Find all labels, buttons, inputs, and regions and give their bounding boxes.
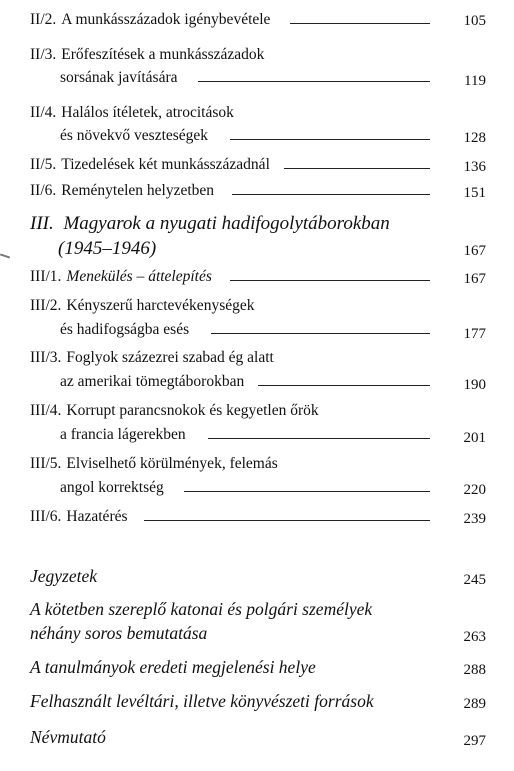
toc-page-number: 289 [463,696,486,712]
toc-entry-code: II/3. [30,46,57,63]
back-matter-notes [30,566,97,587]
dot-leader [208,438,430,439]
toc-page-number: 119 [464,73,486,89]
toc-entry-iii-5-cont [60,479,440,497]
toc-page-number: 151 [463,185,486,201]
toc-entry-code: III/6. [30,508,62,525]
dot-leader [144,520,430,521]
toc-entry-title: Elviselhető körülmények, felemás [66,455,278,472]
back-matter-original-publication [30,657,316,678]
dot-leader [258,385,430,386]
toc-entry-iii-4 [30,402,500,420]
dot-leader [184,491,430,492]
back-matter-title: A tanulmányok eredeti megjelenési helye [30,657,316,677]
back-matter-title: Felhasznált levéltári, illetve könyvészeti források [30,691,374,711]
dot-leader [211,333,430,334]
dot-leader [290,23,430,24]
back-matter-persons [30,599,372,620]
toc-entry-title-cont: és hadifogságba esés [60,321,190,338]
toc-entry-title: Hazatérés [66,508,128,525]
toc-entry-code: II/6. [30,182,57,199]
toc-entry-title: Tizedelések két munkásszázadnál [61,156,270,173]
toc-entry-title-cont: az amerikai tömegtáborokban [60,373,245,390]
toc-entry-title: Reménytelen helyzetben [61,182,215,199]
dot-leader [198,81,431,82]
back-matter-title: A kötetben szereplő katonai és polgári személyek [30,599,373,619]
toc-entry-title-cont: sorsának javítására [60,69,178,86]
toc-entry-iii-5 [30,455,470,473]
toc-entry-title: Foglyok százezrei szabad ég alatt [66,349,274,366]
toc-entry-code: II/5. [30,156,57,173]
toc-entry-iii-2-cont [60,321,440,339]
dot-leader [230,139,430,140]
toc-page-number: 128 [463,130,486,146]
chapter-title: Magyarok a nyugati hadifogolytáborokban [63,213,390,234]
toc-entry-code: III/1. [30,268,62,285]
chapter-subtitle: (1945–1946) [58,238,157,259]
toc-entry-ii-4-cont [60,127,440,145]
toc-page-number: 263 [463,629,486,645]
dot-leader [230,280,430,281]
toc-page-number: 220 [463,482,486,498]
toc-entry-code: II/4. [30,104,57,121]
toc-entry-ii-4 [30,104,470,122]
chapter-heading-cont [58,238,156,260]
toc-entry-title-cont: és növekvő veszteségek [60,127,209,144]
toc-entry-code: III/4. [30,402,62,419]
toc-entry-iii-4-cont [60,426,440,444]
toc-page-number: 288 [463,662,486,678]
dot-leader [232,194,430,195]
toc-entry-iii-3 [30,349,470,367]
toc-page-number: 167 [463,243,486,259]
toc-page-number: 190 [463,377,486,393]
toc-page-number: 297 [463,733,486,749]
toc-entry-ii-3-cont [60,69,440,87]
chapter-numeral: III. [30,213,54,234]
toc-entry-code: III/3. [30,349,62,366]
toc-page-number: 177 [463,326,486,342]
chapter-heading [30,213,390,235]
toc-entry-ii-5 [30,156,440,174]
toc-entry-iii-3-cont [60,373,440,391]
toc-entry-iii-2 [30,297,470,315]
stray-mark [0,254,10,259]
toc-page-number: 167 [463,271,486,287]
back-matter-persons-cont [30,623,207,644]
toc-entry-title: Korrupt parancsnokok és kegyetlen őrök [66,402,319,419]
toc-page-number: 245 [463,572,486,588]
toc-entry-title: Halálos ítéletek, atrocitások [61,104,234,121]
toc-entry-ii-2 [30,11,440,29]
toc-entry-code: II/2. [30,11,57,28]
back-matter-index [30,727,106,748]
back-matter-title-cont: néhány soros bemutatása [30,623,208,643]
toc-entry-code: III/5. [30,455,62,472]
back-matter-title: Névmutató [30,727,106,747]
toc-entry-ii-6 [30,182,440,200]
toc-page-number: 239 [463,511,486,527]
toc-entry-title: Erőfeszítések a munkásszázadok [61,46,265,63]
toc-entry-title-cont: a francia lágerekben [60,426,186,443]
toc-entry-title: A munkásszázadok igénybevétele [61,11,271,28]
toc-page-number: 136 [463,159,486,175]
toc-entry-ii-3 [30,46,470,64]
back-matter-title: Jegyzetek [30,566,98,586]
toc-page-number: 201 [463,430,486,446]
dot-leader [284,168,430,169]
toc-entry-code: III/2. [30,297,62,314]
toc-entry-iii-6 [30,508,440,526]
toc-page-number: 105 [463,13,486,29]
toc-entry-title: Menekülés – áttelepítés [66,268,212,285]
toc-entry-title-cont: angol korrektség [60,479,164,496]
toc-entry-iii-1 [30,268,440,286]
back-matter-sources [30,691,374,712]
toc-entry-title: Kényszerű harctevékenységek [66,297,255,314]
